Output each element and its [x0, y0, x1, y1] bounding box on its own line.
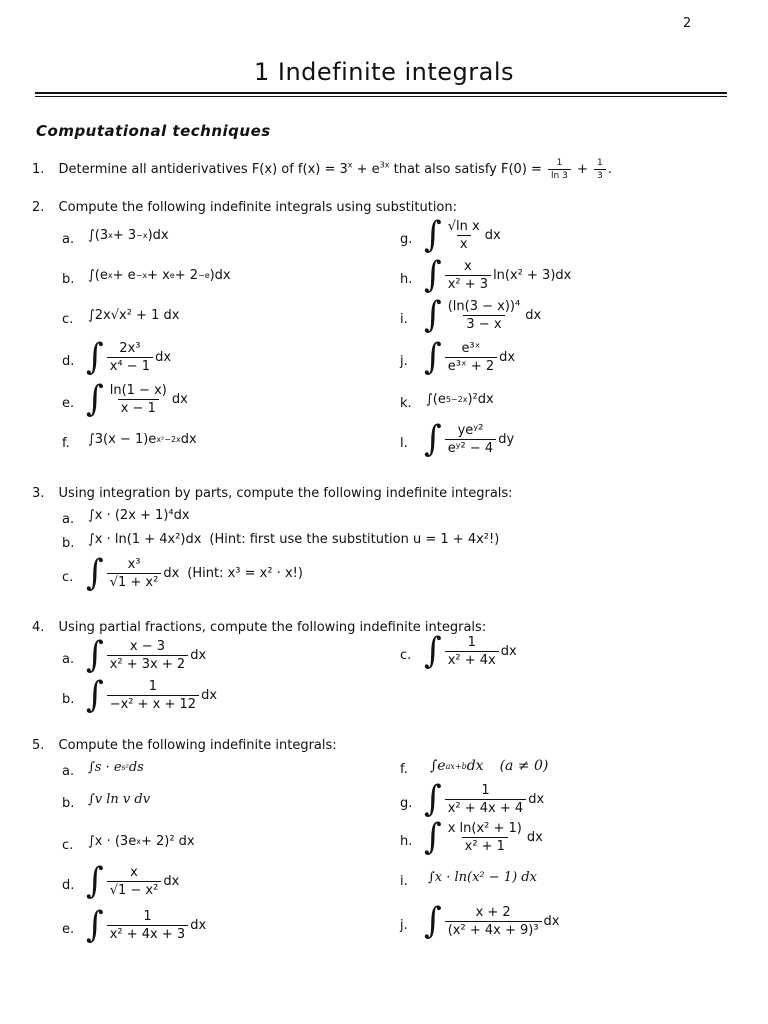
item-label: k. — [400, 396, 412, 411]
item-label: j. — [400, 918, 408, 933]
integral-3c: ∫ $\frac{\text{x³}}{\text{√1 + x²}}$ dx (Hint: x³ = x² · x!) — [86, 552, 303, 594]
problem-text: Using integration by parts, compute the following indefinite integrals: — [58, 486, 513, 501]
item-label: i. — [400, 312, 408, 327]
integral-sign: ∫ — [424, 778, 442, 820]
integral-sign: ∫ — [424, 900, 442, 942]
problem-5-header — [32, 738, 337, 753]
integral-sign: ∫ — [86, 378, 104, 420]
integral-5j: ∫ $\frac{x + 2}{\text{(x² + 4x + 9)³}}$ dx — [424, 900, 560, 942]
problem-number: 5. — [32, 738, 45, 753]
section-title: Computational techniques — [36, 122, 271, 140]
integral-sign: ∫ — [86, 904, 104, 946]
integral-5f: ∫e ax+b dx (a ≠ 0) — [430, 758, 549, 774]
integral-2j: ∫ $\frac{\text{e³ˣ}}{\text{e³ˣ + 2}}$ dx — [424, 336, 516, 378]
integral-sign: ∫ — [424, 336, 442, 378]
integral-5b: ∫v ln v dv — [88, 792, 151, 807]
integral-5e: ∫ $\frac{1}{\text{x² + 4x + 3}}$ dx — [86, 904, 207, 946]
integral-2c: ∫2x√x² + 1 dx — [88, 308, 180, 323]
integral-sign: ∫ — [424, 816, 442, 858]
problem-text: Determine all antiderivatives F(x) of $f(x) = 3^x + e^{3x}$ that also satisfy F(0) = $\frac{1}{\ln 3}$ + $\frac{1}{3}$ . — [58, 158, 612, 181]
integral-5d: ∫ $\frac{x}{\text{√1 − x²}}$ dx — [86, 860, 180, 902]
item-label: c. — [400, 648, 412, 663]
integral-2d: ∫ $\frac{\text{2x³}}{\text{x⁴ − 1}}$ dx — [86, 336, 172, 378]
integral-sign: ∫ — [86, 674, 104, 716]
integral-sign: ∫ — [86, 860, 104, 902]
integral-2e: ∫ $\frac{\ln(1 - x)}{x - 1}$ dx — [86, 378, 188, 420]
problem-text: Using partial fractions, compute the following indefinite integrals: — [58, 620, 487, 635]
item-label: g. — [400, 796, 413, 811]
item-label: b. — [62, 536, 75, 551]
title-rule-thick — [35, 92, 727, 94]
problem-text: Compute the following indefinite integrals: — [58, 738, 337, 753]
integral-sign: ∫ — [424, 294, 442, 336]
item-label: b. — [62, 272, 75, 287]
problem-1 — [32, 158, 612, 181]
integral-sign: ∫ — [86, 634, 104, 676]
integral-sign: ∫ — [424, 630, 442, 672]
item-label: e. — [62, 396, 75, 411]
item-label: a. — [62, 652, 75, 667]
item-label: l. — [400, 436, 408, 451]
hint-text: (Hint: x³ = x² · x!) — [187, 565, 303, 581]
hint-text: (Hint: first use the substitution u = 1 + 4x²!) — [209, 532, 500, 547]
item-label: e. — [62, 922, 75, 937]
integral-2k: ∫(e 5−2x )²dx — [426, 392, 494, 407]
problem-text: Compute the following indefinite integrals using substitution: — [58, 200, 458, 215]
problem-number: 2. — [32, 200, 45, 215]
item-label: c. — [62, 570, 74, 585]
item-label: a. — [62, 764, 75, 779]
integral-2l: ∫ $\frac{\text{yeʸ²}}{\text{eʸ² − 4}}$ dy — [424, 418, 515, 460]
item-label: c. — [62, 838, 74, 853]
integral-5a: ∫s · e s² ds — [88, 760, 144, 775]
problem-number: 3. — [32, 486, 45, 501]
chapter-title: 1 Indefinite integrals — [253, 58, 515, 86]
integral-sign: ∫ — [424, 214, 442, 256]
item-label: d. — [62, 354, 75, 369]
integral-sign: ∫ — [86, 336, 104, 378]
integral-2g: ∫ $\frac{\text{√ln x}}{x}$ dx — [424, 214, 501, 256]
problem-number: 1. — [32, 162, 45, 177]
problem-4-header — [32, 620, 486, 635]
integral-4c: ∫ $\frac{1}{\text{x² + 4x}}$ dx — [424, 630, 517, 672]
integral-sign: ∫ — [424, 254, 442, 296]
fraction: $\frac{1}{\ln 3}$ — [548, 158, 571, 181]
item-label: c. — [62, 312, 74, 327]
integral-sign: ∫ — [86, 552, 104, 594]
integral-5i: ∫x · ln(x² − 1) dx — [428, 870, 537, 885]
item-label: b. — [62, 796, 75, 811]
integral-5h: ∫ $\frac{\text{x ln(x² + 1)}}{\text{x² + 1}}$ dx — [424, 816, 543, 858]
integral-5g: ∫ $\frac{1}{\text{x² + 4x + 4}}$ dx — [424, 778, 545, 820]
integral-2h: ∫ $\frac{x}{\text{x² + 3}}$ ln(x² + 3)dx — [424, 254, 572, 296]
fraction: $\frac{1}{3}$ — [594, 158, 606, 181]
item-label: d. — [62, 878, 75, 893]
integral-3b: ∫x · ln(1 + 4x²)dx (Hint: first use the substitution u = 1 + 4x²!) — [88, 532, 500, 547]
integral-2i: ∫ $\frac{\text{(ln(3 − x))⁴}}{3 - x}$ dx — [424, 294, 542, 336]
item-label: a. — [62, 512, 75, 527]
problem-number: 4. — [32, 620, 45, 635]
integral-4a: ∫ $\frac{x - 3}{\text{x² + 3x + 2}}$ dx — [86, 634, 207, 676]
integral-3a: ∫x · (2x + 1)⁴dx — [88, 508, 190, 523]
item-label: a. — [62, 232, 75, 247]
integral-4b: ∫ $\frac{1}{\text{−x² + x + 12}}$ dx — [86, 674, 218, 716]
condition: (a ≠ 0) — [499, 758, 549, 774]
integral-2b: ∫(e x + e −x + x e + 2 −e )dx — [88, 268, 231, 283]
integral-sign: ∫ — [424, 418, 442, 460]
item-label: b. — [62, 692, 75, 707]
item-label: h. — [400, 834, 413, 849]
item-label: h. — [400, 272, 413, 287]
problem-3-header — [32, 486, 513, 501]
item-label: f. — [62, 436, 70, 451]
item-label: j. — [400, 354, 408, 369]
item-label: i. — [400, 874, 408, 889]
integral-2f: ∫3(x − 1)e x²−2x dx — [88, 432, 197, 447]
item-label: g. — [400, 232, 413, 247]
item-label: f. — [400, 762, 408, 777]
problem-2-header — [32, 200, 457, 215]
title-rule-thin — [35, 96, 727, 97]
page-number: 2 — [683, 16, 692, 31]
integral-5c: ∫x · (3e x + 2)² dx — [88, 834, 195, 849]
integral-2a: ∫(3 x + 3 −x )dx — [88, 228, 169, 243]
